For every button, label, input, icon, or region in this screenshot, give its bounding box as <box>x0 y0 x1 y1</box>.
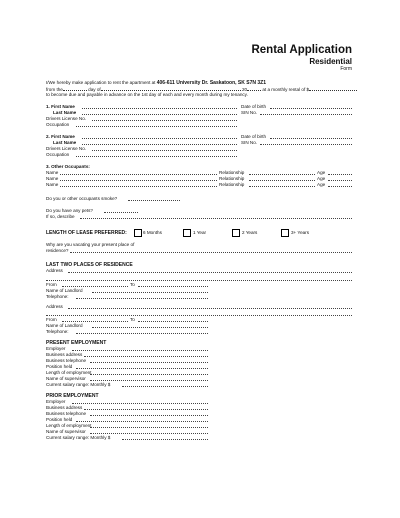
residence2-to-label: To <box>130 317 135 322</box>
occupant1-relationship-field[interactable] <box>249 174 315 175</box>
residence2-telephone-label: Telephone: <box>46 329 69 334</box>
pets-describe-label: If so, describe <box>46 214 75 219</box>
present-length-field[interactable] <box>90 374 208 375</box>
applicant1-dob-field[interactable] <box>270 108 352 109</box>
pets-question: Do you have any pets? <box>46 208 93 213</box>
occupant-name-label: Name <box>46 176 59 181</box>
applicant2-sin-field[interactable] <box>260 144 352 145</box>
applicant1-dob-label: Date of birth <box>241 104 267 109</box>
present-length-label: Length of employment <box>46 370 92 375</box>
applicant1-license-label: Drivers License No. <box>46 116 87 121</box>
residence2-from-label: From <box>46 317 57 322</box>
residence2-landlord-label: Name of Landlord <box>46 323 83 328</box>
residence2-telephone-field[interactable] <box>76 333 208 334</box>
from-label: from the <box>46 87 63 92</box>
lease-6-months-label: 6 Months <box>143 230 162 235</box>
residence1-address-field-2[interactable] <box>46 280 352 281</box>
present-salary-label: Current salary range: Monthly $ <box>46 382 111 387</box>
applicant1-last-name-label: Last Name <box>53 110 77 115</box>
prior-length-field[interactable] <box>90 427 208 428</box>
occupant-name-label: Name <box>46 182 59 187</box>
present-business-address-label: Business address <box>46 352 83 357</box>
residence1-to-field[interactable] <box>138 286 208 287</box>
intro-prefix: I/We hereby make application to rent the apartment at <box>46 80 156 85</box>
prior-employer-field[interactable] <box>72 403 208 404</box>
present-supervisor-field[interactable] <box>90 380 208 381</box>
lease-6-months-checkbox[interactable] <box>134 229 142 237</box>
rental-amount-field[interactable] <box>309 86 357 91</box>
occupant2-relationship-field[interactable] <box>249 180 315 181</box>
applicant2-occupation-label: Occupation <box>46 152 70 157</box>
lease-3-plus-years-label: 3+ Years <box>291 230 310 235</box>
present-business-telephone-label: Business telephone <box>46 358 87 363</box>
prior-position-field[interactable] <box>76 421 208 422</box>
residence2-address-field-2[interactable] <box>46 315 352 316</box>
applicant1-first-name-field[interactable] <box>82 108 237 109</box>
prior-position-label: Position held <box>46 417 73 422</box>
smoke-answer-field[interactable] <box>128 200 180 201</box>
residence2-address-label: Address <box>46 304 63 309</box>
applicant1-last-name-field[interactable] <box>82 114 237 115</box>
occupant2-age-field[interactable] <box>328 180 352 181</box>
from-day-field[interactable] <box>63 86 87 91</box>
occupant1-age-field[interactable] <box>328 174 352 175</box>
present-business-telephone-field[interactable] <box>90 362 208 363</box>
applicant2-first-name-label: 2. First Name <box>46 134 75 139</box>
present-position-label: Position held <box>46 364 73 369</box>
prior-business-address-field[interactable] <box>84 409 208 410</box>
present-supervisor-label: Name of supervisor <box>46 376 86 381</box>
applicant1-license-field[interactable] <box>92 120 237 121</box>
prior-business-telephone-field[interactable] <box>90 415 208 416</box>
prior-business-address-label: Business address <box>46 405 83 410</box>
applicant2-first-name-field[interactable] <box>82 138 237 139</box>
residence1-landlord-field[interactable] <box>92 292 208 293</box>
vacating-reason-field[interactable] <box>70 252 352 253</box>
occupant-relationship-label: Relationship <box>219 170 245 175</box>
pets-describe-field[interactable] <box>80 218 352 219</box>
form-subtitle: Residential <box>309 57 352 66</box>
occupant3-age-field[interactable] <box>328 186 352 187</box>
prior-supervisor-field[interactable] <box>90 433 208 434</box>
occupant-name-label: Name <box>46 170 59 175</box>
applicant1-occupation-field[interactable] <box>76 126 237 127</box>
residence1-from-label: From <box>46 282 57 287</box>
occupant-age-label: Age <box>317 176 326 181</box>
lease-3-plus-years-checkbox[interactable] <box>281 229 289 237</box>
prior-supervisor-label: Name of supervisor <box>46 429 86 434</box>
applicant2-dob-label: Date of birth <box>241 134 267 139</box>
residence-heading: LAST TWO PLACES OF RESIDENCE <box>46 262 133 268</box>
applicant1-sin-label: SIN No. <box>241 110 258 115</box>
occupant2-name-field[interactable] <box>60 180 217 181</box>
occupant3-name-field[interactable] <box>60 186 217 187</box>
applicant2-license-field[interactable] <box>92 150 237 151</box>
prior-salary-field[interactable] <box>122 439 208 440</box>
present-employment-heading: PRESENT EMPLOYMENT <box>46 340 107 346</box>
occupant3-relationship-field[interactable] <box>249 186 315 187</box>
residence1-landlord-label: Name of Landlord <box>46 288 83 293</box>
prior-length-label: Length of employment <box>46 423 92 428</box>
residence1-telephone-field[interactable] <box>76 298 208 299</box>
residence1-address-label: Address <box>46 268 63 273</box>
residence1-from-field[interactable] <box>62 286 128 287</box>
vacating-question-line-2: residence? <box>46 248 69 253</box>
residence2-address-field[interactable] <box>68 308 352 309</box>
vacating-question-line-1: Why are you vacating your present place of <box>46 242 135 247</box>
present-employer-field[interactable] <box>72 350 208 351</box>
lease-length-label: LENGTH OF LEASE PREFERRED: <box>46 230 127 236</box>
present-position-field[interactable] <box>76 368 208 369</box>
occupant-age-label: Age <box>317 170 326 175</box>
year-label: 20 <box>241 87 248 92</box>
lease-2-years-label: 2 Years <box>242 230 258 235</box>
applicant1-first-name-label: 1. First Name <box>46 104 75 109</box>
present-business-address-field[interactable] <box>84 356 208 357</box>
residence2-to-field[interactable] <box>138 321 208 322</box>
occupant-age-label: Age <box>317 182 326 187</box>
year-field[interactable] <box>247 86 261 91</box>
applicant2-dob-field[interactable] <box>270 138 352 139</box>
prior-business-telephone-label: Business telephone <box>46 411 87 416</box>
prior-employer-label: Employer <box>46 399 66 404</box>
month-field[interactable] <box>101 86 241 91</box>
present-employer-label: Employer <box>46 346 66 351</box>
intro-line-3: to become due and payable in advance on the 1st day of each and every month during my tenancy. <box>46 92 248 97</box>
form-title: Rental Application <box>251 44 352 56</box>
applicant2-license-label: Drivers License No. <box>46 146 87 151</box>
day-of-label: day of <box>88 87 101 92</box>
applicant2-last-name-label: Last Name <box>53 140 77 145</box>
applicant2-occupation-field[interactable] <box>76 156 237 157</box>
occupant-relationship-label: Relationship <box>219 176 245 181</box>
residence2-from-field[interactable] <box>62 321 128 322</box>
pets-answer-field[interactable] <box>104 212 138 213</box>
property-address: 406-611 University Dr. Saskatoon, SK S7N 3Z1 <box>156 80 266 86</box>
residence1-telephone-label: Telephone: <box>46 294 69 299</box>
residence2-landlord-field[interactable] <box>92 327 208 328</box>
residence1-address-field[interactable] <box>68 272 352 273</box>
rental-label: at a monthly rental of $ <box>262 87 310 92</box>
form-label: Form <box>340 66 352 72</box>
applicant2-last-name-field[interactable] <box>82 144 237 145</box>
residence1-to-label: To <box>130 282 135 287</box>
lease-1-year-checkbox[interactable] <box>183 229 191 237</box>
applicant1-sin-field[interactable] <box>260 114 352 115</box>
occupant1-name-field[interactable] <box>60 174 217 175</box>
other-occupants-heading: 3. Other Occupants: <box>46 164 90 169</box>
lease-1-year-label: 1 Year <box>193 230 207 235</box>
prior-employment-heading: PRIOR EMPLOYMENT <box>46 393 99 399</box>
occupant-relationship-label: Relationship <box>219 182 245 187</box>
lease-2-years-checkbox[interactable] <box>232 229 240 237</box>
applicant1-occupation-label: Occupation <box>46 122 70 127</box>
smoke-question: Do you or other occupants smoke? <box>46 196 118 201</box>
prior-salary-label: Current salary range: Monthly $ <box>46 435 111 440</box>
present-salary-field[interactable] <box>122 386 208 387</box>
applicant2-sin-label: SIN No. <box>241 140 258 145</box>
